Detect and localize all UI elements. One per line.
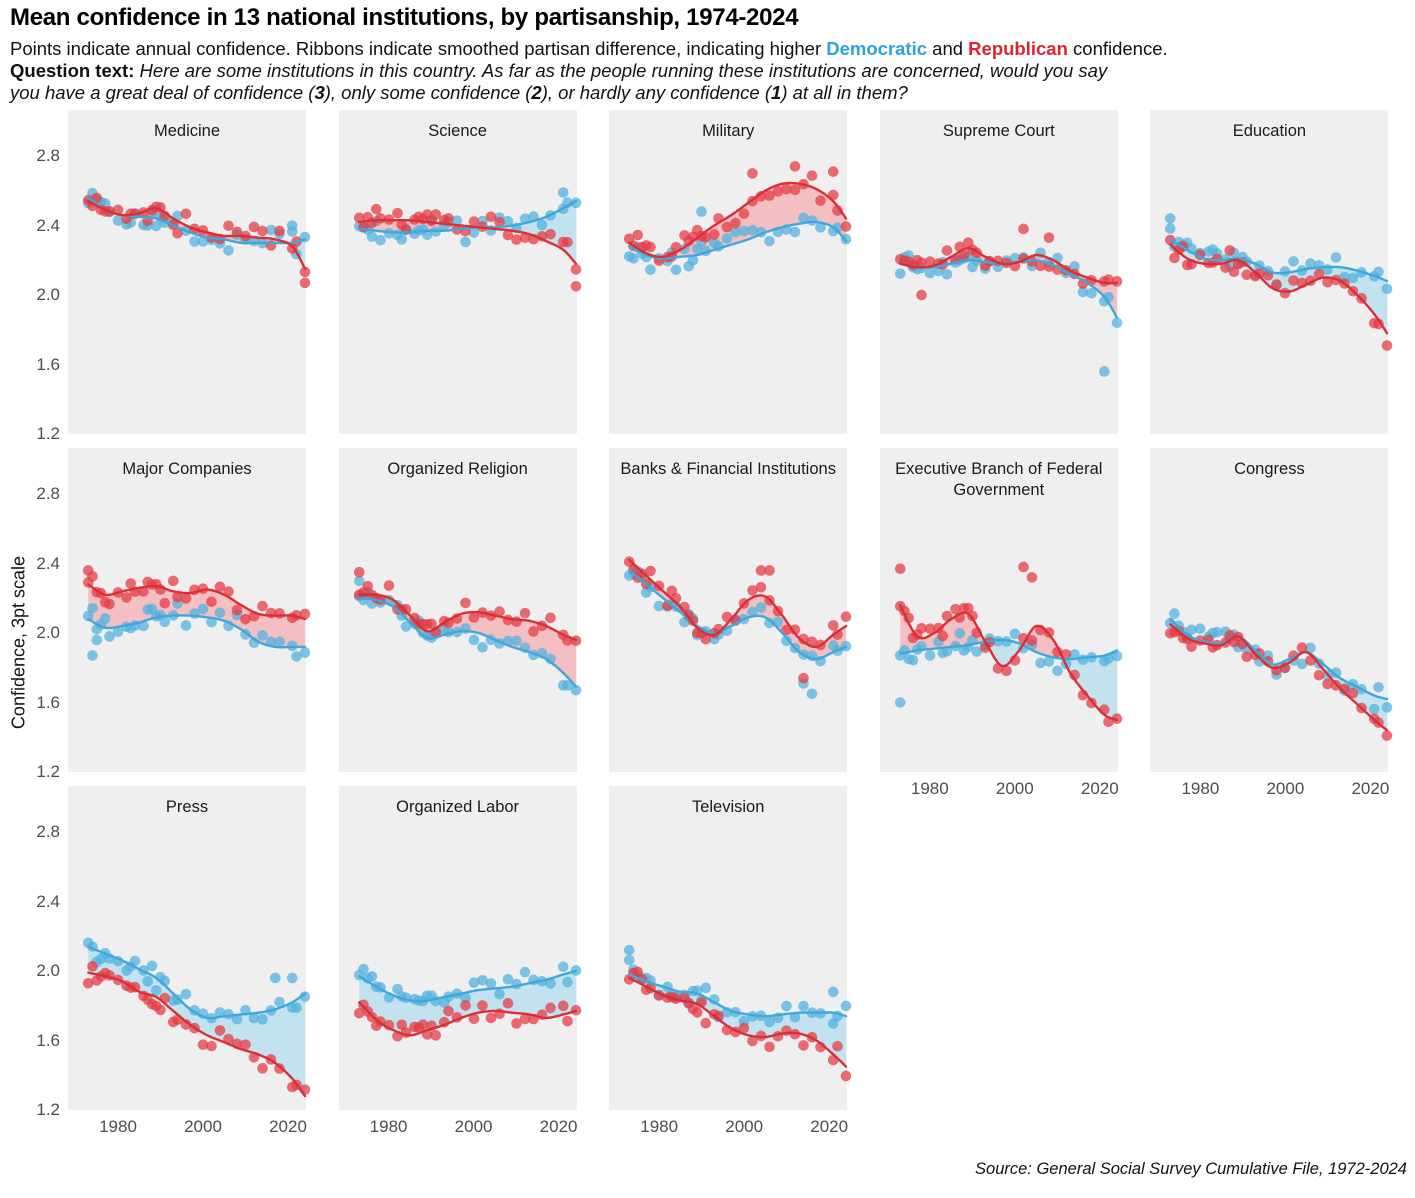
dem-outlier-point (828, 987, 839, 998)
x-tick-label: 2000 (725, 1117, 764, 1136)
panel-plot-executive-branch (880, 448, 1118, 772)
panel-title-organized-religion: Organized Religion (387, 460, 528, 478)
rep-outlier-point (570, 281, 581, 292)
question-label: Question text (10, 60, 129, 81)
y-tick-label: 2.8 (36, 146, 60, 165)
panel-military (609, 110, 847, 434)
subtitle-post: confidence. (1067, 38, 1168, 59)
rep-outlier-point (747, 168, 758, 179)
question-colon: : (128, 60, 140, 81)
subtitle-democratic: Democratic (826, 38, 928, 59)
y-tick-label: 2.4 (36, 891, 60, 911)
y-tick-label: 2.0 (36, 285, 60, 304)
rep-outlier-point (83, 565, 94, 576)
panel-organized-labor (339, 786, 577, 1110)
y-axis-title: Confidence, 3pt scale (8, 555, 29, 730)
x-tick-label: 1980 (640, 1117, 679, 1136)
question-num-3: 3 (314, 81, 325, 103)
panel-plot-congress (1150, 448, 1388, 772)
panel-medicine (68, 110, 306, 434)
panel-plot-television (609, 786, 847, 1110)
dem-outlier-point (807, 689, 818, 700)
dem-outlier-point (895, 697, 906, 708)
dem-outlier-point (87, 650, 98, 661)
x-tick-label: 1980 (1181, 779, 1220, 798)
panel-executive-branch (880, 448, 1118, 772)
rep-outlier-point (790, 161, 801, 172)
x-tick-label: 1980 (910, 779, 949, 798)
x-tick-label: 1980 (369, 1117, 408, 1136)
panel-supreme-court (880, 110, 1118, 434)
panel-television (609, 786, 847, 1110)
y-tick-label: 1.2 (36, 1100, 60, 1119)
x-tick-label: 2020 (1351, 779, 1390, 798)
dem-outlier-point (624, 945, 635, 956)
panel-plot-major-companies (68, 448, 306, 772)
x-tick-label: 2000 (454, 1117, 493, 1136)
subtitle-and: and (927, 38, 969, 59)
partisan-ribbon (629, 975, 846, 1067)
panel-plot-banks (609, 448, 847, 772)
question-body-2a: you have a great deal of confidence ( (10, 81, 315, 103)
panel-title-medicine: Medicine (153, 122, 221, 140)
panel-plot-organized-religion (339, 448, 577, 772)
rep-outlier-point (354, 567, 365, 578)
dem-outlier-point (287, 973, 298, 984)
dem-outlier-point (696, 206, 707, 217)
rep-outlier-point (764, 565, 775, 576)
page-title: Mean confidence in 13 national institutions, by partisanship, 1974-2024 (10, 4, 799, 31)
panel-title-supreme-court: Supreme Court (942, 122, 1055, 140)
panel-title-press: Press (165, 798, 209, 816)
rep-outlier-point (828, 166, 839, 177)
rep-outlier-point (1043, 232, 1054, 243)
panel-plot-medicine (68, 110, 306, 434)
subtitle-republican: Republican (968, 38, 1068, 59)
question-body-1: Here are some institutions in this country. As far as the people running these institutions are concerned, would you say (139, 60, 1108, 81)
y-tick-label: 2.8 (36, 484, 60, 503)
y-tick-label: 2.8 (36, 822, 60, 841)
y-tick-label: 1.2 (36, 762, 60, 781)
panel-plot-press (68, 786, 306, 1110)
panel-title-television: Television (691, 798, 765, 816)
rep-outlier-point (916, 290, 927, 301)
partisan-ribbon (359, 594, 576, 687)
x-tick-label: 2000 (995, 779, 1034, 798)
source-note: Source: General Social Survey Cumulative File, 1972-2024 (975, 1160, 1407, 1178)
x-tick-label: 2020 (810, 1117, 849, 1136)
dem-outlier-point (558, 187, 569, 198)
question-body-2b: ), only some confidence ( (324, 81, 532, 103)
panel-plot-organized-labor (339, 786, 577, 1110)
x-tick-label: 2000 (184, 1117, 222, 1136)
x-tick-label: 1980 (99, 1117, 137, 1136)
panel-title-congress: Congress (1234, 460, 1305, 478)
panel-congress (1150, 448, 1388, 772)
dem-outlier-point (1165, 213, 1176, 224)
dem-outlier-point (91, 635, 102, 646)
x-tick-label: 2000 (1266, 779, 1305, 798)
rep-points (895, 224, 1122, 301)
panel-education (1150, 110, 1388, 434)
subtitle-pre: Points indicate annual confidence. Ribbons indicate smoothed partisan difference, indicating higher (10, 38, 827, 59)
question-num-1: 1 (771, 81, 782, 103)
panel-title-major-companies: Major Companies (122, 460, 252, 478)
panel-plot-science (339, 110, 577, 434)
panel-major-companies (68, 448, 306, 772)
y-tick-label: 2.0 (36, 623, 60, 642)
dem-outlier-point (287, 220, 298, 231)
rep-outlier-point (798, 673, 809, 684)
dem-outlier-point (270, 973, 281, 984)
y-tick-label: 2.4 (36, 215, 60, 235)
panel-banks (609, 448, 847, 772)
panel-title-executive-branch: Executive Branch of Federal Government (895, 460, 1103, 500)
rep-outlier-point (300, 278, 311, 289)
x-tick-label: 2020 (269, 1117, 307, 1136)
panel-title-organized-labor: Organized Labor (396, 798, 520, 816)
question-body-2c: ), or hardly any confidence ( (541, 81, 772, 103)
x-tick-label: 2020 (539, 1117, 578, 1136)
panel-press (68, 786, 306, 1110)
y-tick-label: 2.4 (36, 553, 60, 573)
partisan-ribbon (88, 947, 305, 1096)
panel-science (339, 110, 577, 434)
panel-plot-military (609, 110, 847, 434)
rep-outlier-point (1018, 562, 1029, 573)
dem-outlier-point (1099, 366, 1110, 377)
panel-title-science: Science (428, 122, 487, 140)
dem-points (83, 188, 310, 260)
x-tick-label: 2020 (1080, 779, 1119, 798)
panel-title-education: Education (1232, 122, 1307, 140)
panel-plot-education (1150, 110, 1388, 434)
y-tick-label: 2.0 (36, 961, 60, 980)
panel-title-banks: Banks & Financial Institutions (620, 460, 836, 478)
panel-plot-supreme-court (880, 110, 1118, 434)
panel-title-military: Military (702, 122, 755, 140)
rep-outlier-point (1018, 224, 1029, 235)
question-num-2: 2 (531, 81, 542, 103)
rep-outlier-point (1026, 572, 1037, 583)
question-body-2d: ) at all in them? (781, 81, 908, 103)
y-tick-label: 1.6 (36, 1030, 60, 1050)
panel-organized-religion (339, 448, 577, 772)
y-tick-label: 1.6 (36, 354, 60, 374)
y-tick-label: 1.6 (36, 692, 60, 712)
y-tick-label: 1.2 (36, 424, 60, 443)
rep-outlier-point (895, 563, 906, 574)
